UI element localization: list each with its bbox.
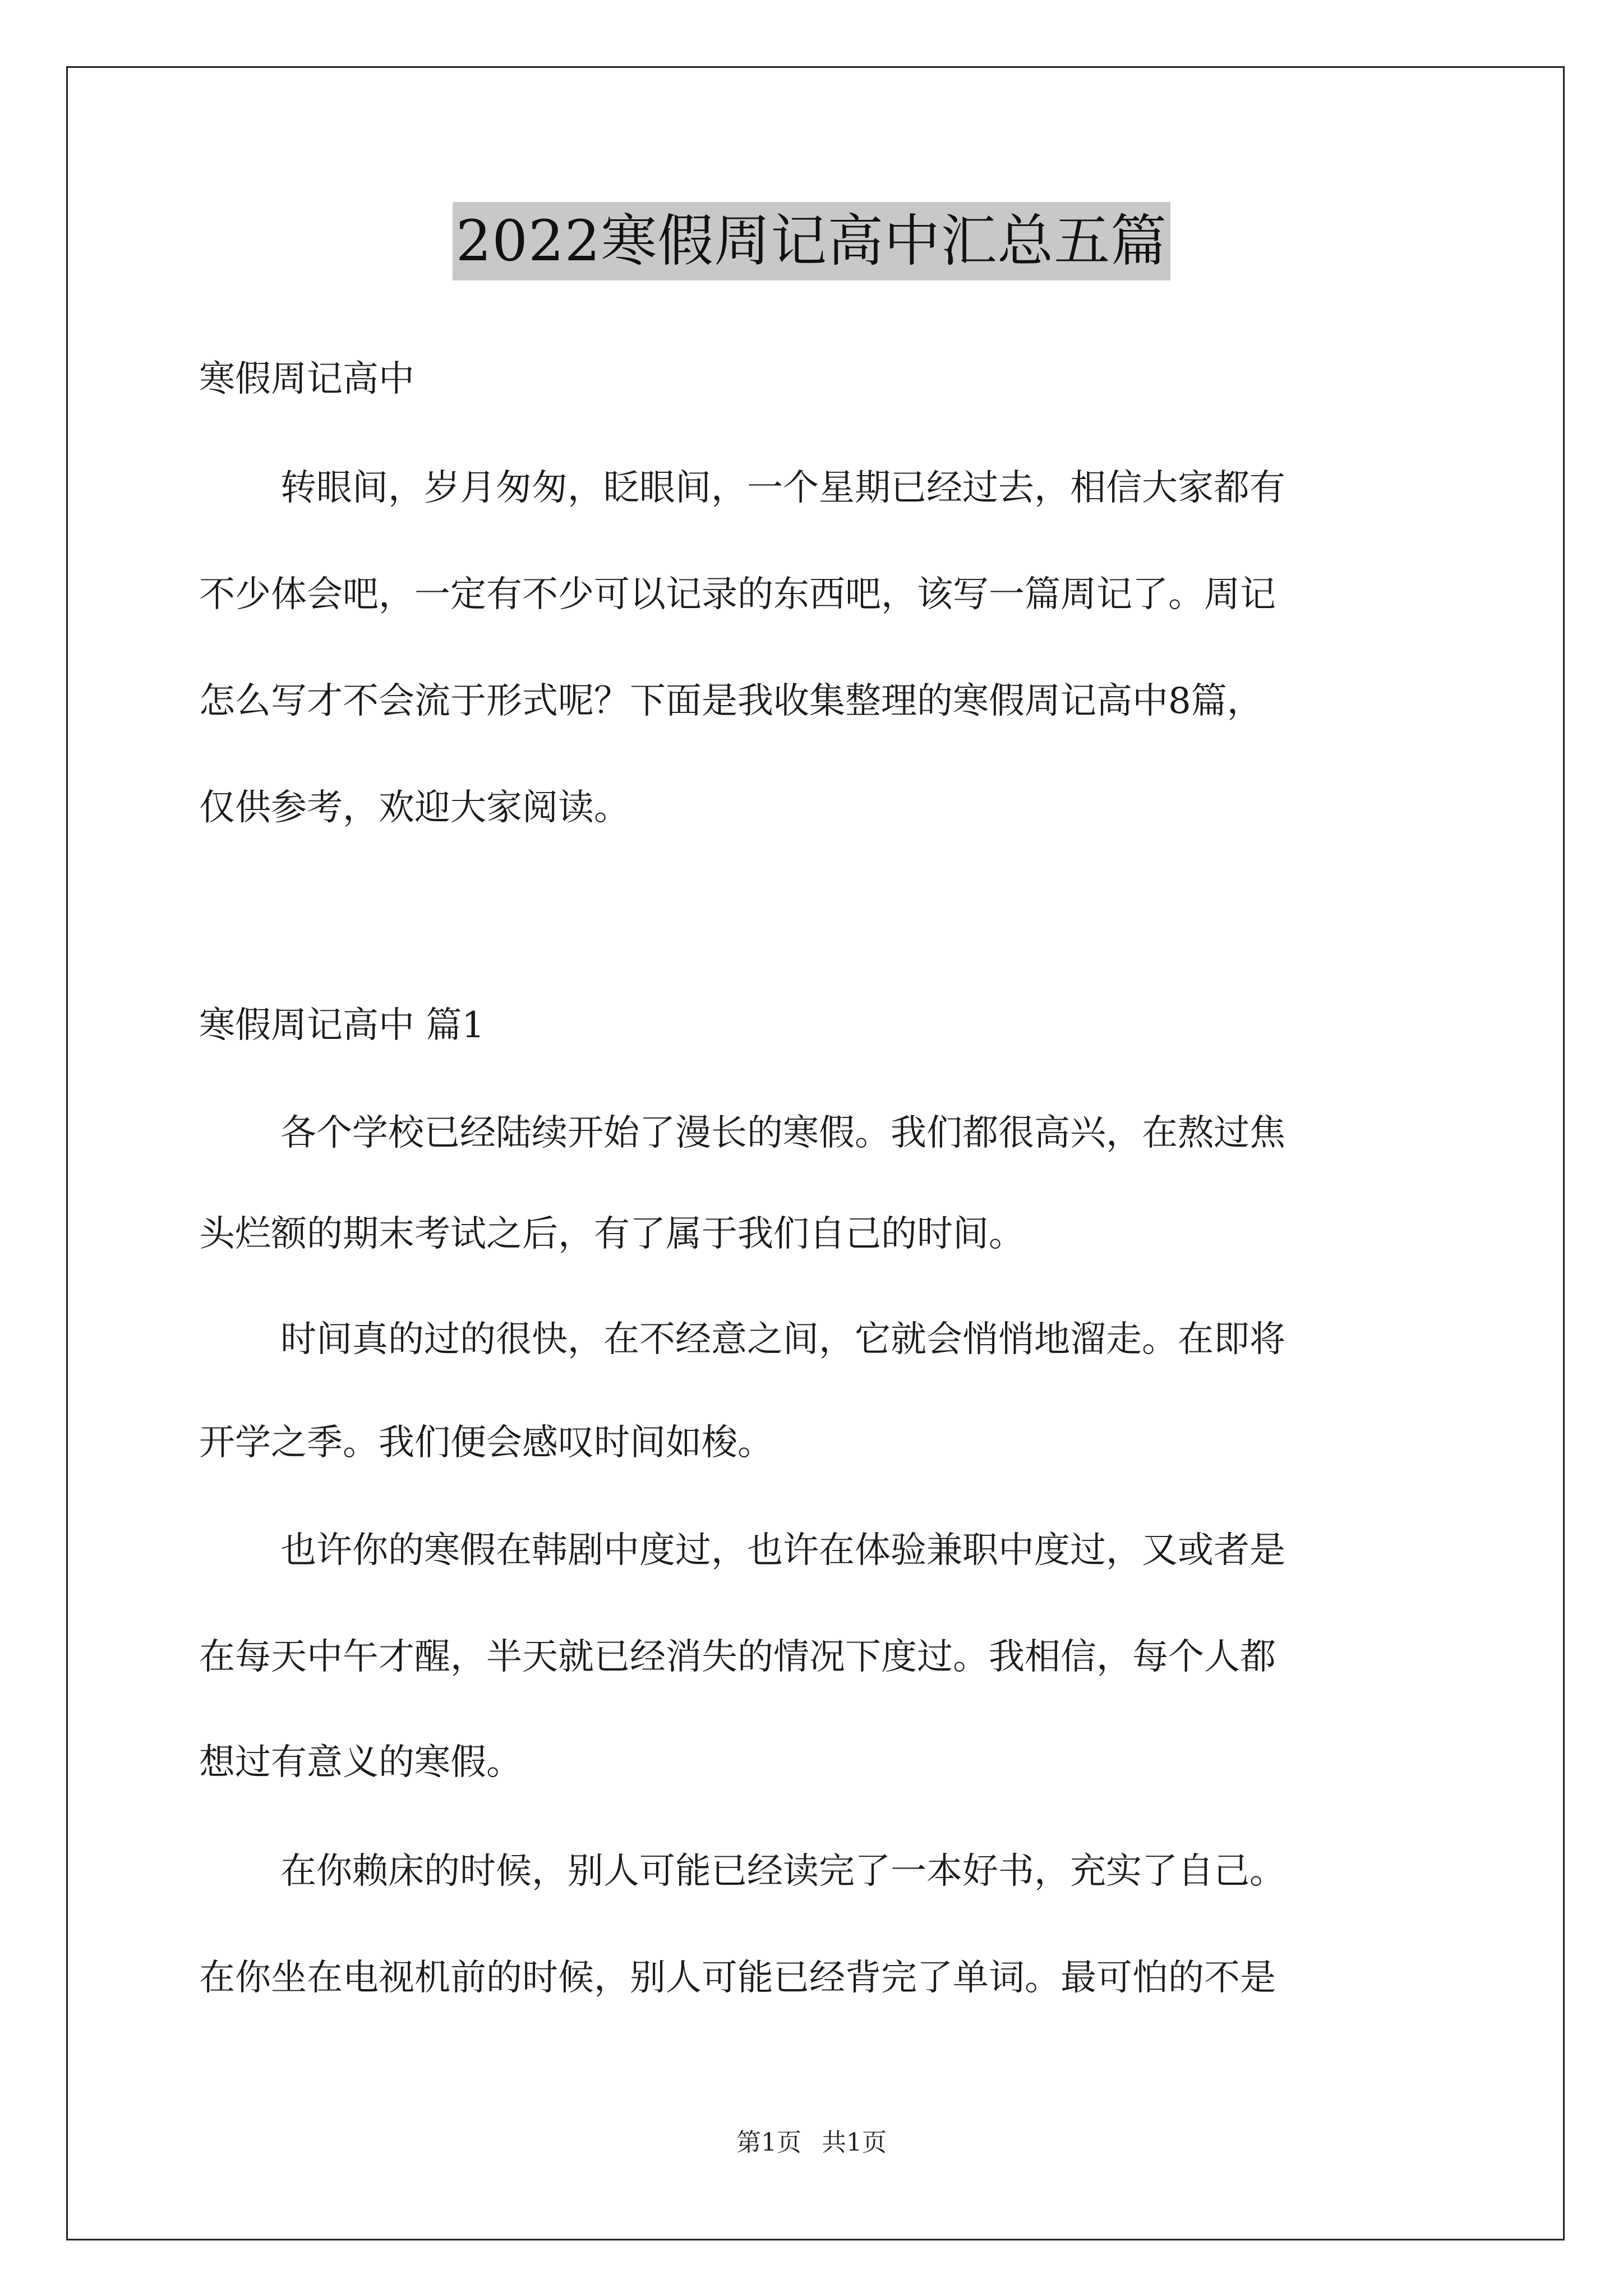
title-container xyxy=(0,202,1623,280)
page-number: 第1页 xyxy=(736,2128,801,2157)
paragraph-line: 头烂额的期末考试之后，有了属于我们自己的时间。 xyxy=(199,1213,1025,1255)
document-title: 2022寒假周记高中汇总五篇 xyxy=(453,202,1171,280)
intro-line: 转眼间，岁月匆匆，眨眼间，一个星期已经过去，相信大家都有 xyxy=(280,467,1285,509)
paragraph-line: 各个学校已经陆续开始了漫长的寒假。我们都很高兴，在熬过焦 xyxy=(280,1112,1285,1154)
intro-line: 仅供参考，欢迎大家阅读。 xyxy=(199,787,630,829)
paragraph-line: 也许你的寒假在韩剧中度过，也许在体验兼职中度过，又或者是 xyxy=(280,1530,1285,1571)
page-footer xyxy=(0,2126,1623,2160)
paragraph-line: 开学之季。我们便会感叹时间如梭。 xyxy=(199,1422,773,1464)
paragraph-line: 在你赖床的时候，别人可能已经读完了一本好书，充实了自己。 xyxy=(280,1851,1285,1892)
section-heading: 寒假周记高中 篇1 xyxy=(199,1005,485,1046)
paragraph-line: 想过有意义的寒假。 xyxy=(199,1742,522,1783)
section-heading: 寒假周记高中 xyxy=(199,358,414,400)
paragraph-line: 在每天中午才醒，半天就已经消失的情况下度过。我相信，每个人都 xyxy=(199,1636,1276,1678)
paragraph-line: 时间真的过的很快，在不经意之间，它就会悄悄地溜走。在即将 xyxy=(280,1319,1285,1360)
intro-line: 怎么写才不会流于形式呢？下面是我收集整理的寒假周记高中8篇， xyxy=(199,680,1263,722)
page-total: 共1页 xyxy=(822,2128,887,2157)
paragraph-line: 在你坐在电视机前的时候，别人可能已经背完了单词。最可怕的不是 xyxy=(199,1957,1276,1999)
intro-line: 不少体会吧，一定有不少可以记录的东西吧，该写一篇周记了。周记 xyxy=(199,574,1276,615)
